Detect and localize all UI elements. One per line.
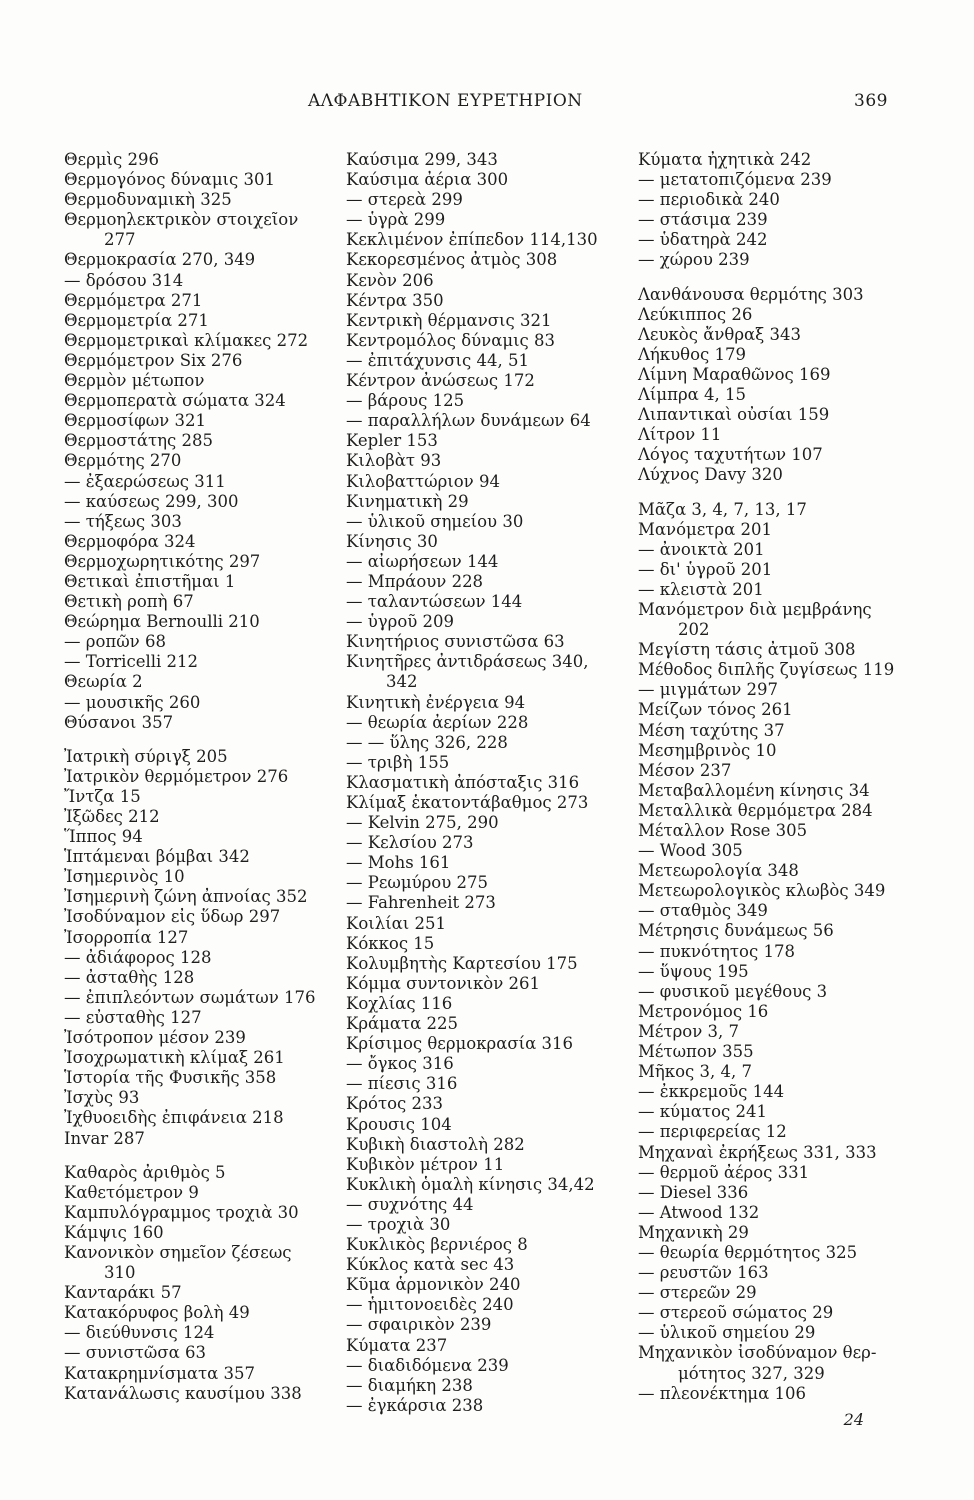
index-entry: — περιφερείας 12 [638,1122,787,1142]
index-entry: — πίεσις 316 [346,1074,458,1094]
index-entry: Λευκὸς ἄνθραξ 343 [638,324,802,344]
index-entry: Κῦμα ἁρμονικὸν 240 [346,1275,521,1295]
index-entry: μότητος 327, 329 [678,1363,825,1383]
index-entry: Κενὸν 206 [346,270,434,290]
index-entry: Λιπαντικαὶ οὐσίαι 159 [638,405,830,425]
index-entry: Κεκλιμένον ἐπίπεδον 114,130 [346,230,598,250]
index-entry: Θερμοσίφων 321 [64,411,206,431]
index-entry: Μετρονόμος 16 [638,1001,769,1021]
index-entry: Ἰσοδύναμον εἰς ὕδωρ 297 [64,907,281,927]
index-entry: Κύκλος κατὰ sec 43 [346,1255,515,1275]
index-entry: Μῆκος 3, 4, 7 [638,1062,752,1082]
index-entry: — μετατοπιζόμενα 239 [638,170,832,190]
index-entry: Λύχνος Davy 320 [638,465,783,485]
index-entry: — Μπράουν 228 [346,571,484,591]
index-entry: Μεταλλικὰ θερμόμετρα 284 [638,800,873,820]
page-number: 369 [854,91,888,111]
index-entry: — τροχιὰ 30 [346,1214,451,1234]
index-entry: — εὐσταθὴς 127 [64,1007,202,1027]
index-entry: 202 [678,620,710,640]
index-entry: Μέσον 237 [638,760,732,780]
index-entry: Λίμπρα 4, 15 [638,385,747,405]
index-entry: Λίτρον 11 [638,425,722,445]
index-entry: — δι' ὑγροῦ 201 [638,559,773,579]
index-entry: — ροπῶν 68 [64,632,166,652]
index-entry: Κανονικὸν σημεῖον ζέσεως [64,1242,292,1262]
index-entry: Καμπυλόγραμμος τροχιὰ 30 [64,1202,299,1222]
index-entry: — ὄγκος 316 [346,1054,454,1074]
index-entry: — μουσικῆς 260 [64,692,201,712]
index-entry: Κόμμα συντονικὸν 261 [346,973,540,993]
index-entry: Θερμοκρασία 270, 349 [64,250,256,270]
index-entry: Μανόμετρα 201 [638,519,772,539]
index-entry: — παραλλήλων δυνάμεων 64 [346,411,591,431]
index-entry: — αἰωρήσεων 144 [346,551,499,571]
index-entry: Μετεωρολογικὸς κλωβὸς 349 [638,881,886,901]
index-entry: — ἀσταθὴς 128 [64,967,195,987]
index-entry: — πυκνότητος 178 [638,941,795,961]
index-column-1 [64,150,326,1404]
signature-mark: 24 [843,1410,864,1429]
index-entry: Μέθοδος διπλῆς ζυγίσεως 119 [638,660,895,680]
index-entry: Κάμψις 160 [64,1222,164,1242]
index-entry: Κέντρον ἀνώσεως 172 [346,371,535,391]
index-entry: — Kelvin 275, 290 [346,813,499,833]
index-entry: Κιλοβὰτ 93 [346,451,442,471]
index-entry: — ὑγροῦ 209 [346,612,455,632]
index-entry: — συνιστῶσα 63 [64,1343,207,1363]
index-entry: Λίμνη Μαραθῶνος 169 [638,364,831,384]
index-entry: Θεωρία 2 [64,672,143,692]
index-entry: Κινητικὴ ἐνέργεια 94 [346,692,526,712]
index-entry: Kepler 153 [346,431,438,451]
index-entry: Ἰσορροπία 127 [64,927,189,947]
index-entry: Κρίσιμος θερμοκρασία 316 [346,1034,573,1054]
index-entry: Ἰξῶδες 212 [64,807,160,826]
index-entry: Κύματα ἠχητικὰ 242 [638,150,812,169]
index-entry: Κατακρημνίσματα 357 [64,1363,255,1383]
index-entry: Κράματα 225 [346,1014,459,1034]
index-entry: Κέντρα 350 [346,290,444,310]
index-entry: Μετεωρολογία 348 [638,861,799,881]
index-entry: Θερμόμετρον Six 276 [64,350,243,370]
index-entry: Μᾶζα 3, 4, 7, 13, 17 [638,499,807,519]
index-entry: Ἵππος 94 [64,827,143,847]
index-entry: — διαδιδόμενα 239 [346,1355,509,1375]
index-entry: — τριβὴ 155 [346,752,450,772]
index-entry: — ἀνοικτὰ 201 [638,539,765,559]
index-entry: Μηχανικὴ 29 [638,1222,749,1242]
index-entry: Κρότος 233 [346,1094,444,1114]
index-entry: — τήξεως 303 [64,511,182,531]
index-entry: Κανταράκι 57 [64,1283,182,1303]
index-entry: Ἰατρικὸν θερμόμετρον 276 [64,766,289,786]
index-entry: — Diesel 336 [638,1182,749,1202]
index-entry: Μέτρησις δυνάμεως 56 [638,921,834,941]
index-entry: — ἐγκάρσια 238 [346,1395,484,1415]
index-entry: — φυσικοῦ μεγέθους 3 [638,981,828,1001]
index-entry: Θετικὴ ροπὴ 67 [64,592,194,612]
index-entry: — ἡμιτονοειδὲς 240 [346,1295,514,1315]
index-entry: — θεωρία θερμότητος 325 [638,1242,858,1262]
index-entry: Κυβικὴ διαστολὴ 282 [346,1134,525,1154]
index-entry: Κίνησις 30 [346,531,438,551]
index-entry: Κύματα 237 [346,1335,448,1355]
index-entry: — ἐκκρεμοῦς 144 [638,1082,785,1102]
index-entry: Κοιλίαι 251 [346,913,447,933]
index-entry: Ἱστορία τῆς Φυσικῆς 358 [64,1068,277,1088]
index-entry: — μιγμάτων 297 [638,680,779,700]
index-entry: Κλίμαξ ἑκατοντάβαθμος 273 [346,793,589,812]
index-entry: — ὑλικοῦ σημείου 30 [346,511,524,531]
index-entry: Λεύκιππος 26 [638,304,753,324]
index-entry: Θύσανοι 357 [64,712,174,732]
index-entry: — κλειστὰ 201 [638,579,764,599]
index-entry: — ἀδιάφορος 128 [64,947,212,967]
index-entry: Κολυμβητὴς Καρτεσίου 175 [346,953,578,973]
index-entry: Ἰχθυοειδὴς ἐπιφάνεια 218 [64,1108,284,1128]
index-entry: Θερμοηλεκτρικὸν στοιχεῖον [64,210,299,230]
index-entry: Κιλοβαττώριον 94 [346,471,500,491]
index-entry: Θερμογόνος δύναμις 301 [64,170,275,190]
index-entry: — θεωρία ἀερίων 228 [346,712,529,732]
index-entry: Μέτωπον 355 [638,1042,754,1062]
index-entry: Θετικαὶ ἐπιστῆμαι 1 [64,571,236,591]
index-entry: — διαμήκη 238 [346,1375,473,1395]
index-entry: Λήκυθος 179 [638,344,746,364]
index-entry: Κινητῆρες ἀντιδράσεως 340, [346,652,589,672]
index-entry: Θερμότης 270 [64,451,182,471]
index-entry: — βάρους 125 [346,391,465,411]
index-entry: Ἰατρικὴ σύριγξ 205 [64,746,228,766]
index-entry: Κυκλικὴ ὁμαλὴ κίνησις 34,42 [346,1174,595,1194]
index-entry: Θερμοπερατὰ σώματα 324 [64,391,286,411]
index-entry: Καθαρὸς ἀριθμὸς 5 [64,1162,226,1182]
index-entry: Κατακόρυφος βολὴ 49 [64,1303,250,1323]
index-entry: Κρουσις 104 [346,1114,452,1134]
index-entry: 277 [104,230,136,250]
page-header [0,91,974,115]
index-entry: — ὑδατηρὰ 242 [638,230,768,250]
index-entry: — ὕψους 195 [638,961,749,981]
index-entry: Ἰσχὺς 93 [64,1088,140,1108]
index-entry: Ἰσοχρωματικὴ κλίμαξ 261 [64,1048,285,1068]
index-entry: Κόκκος 15 [346,933,435,953]
index-entry: — περιοδικὰ 240 [638,190,780,210]
index-entry: — Mohs 161 [346,853,451,873]
running-title: ΑΛΦΑΒΗΤΙΚΟΝ ΕΥΡΕΤΗΡΙΟΝ [308,91,583,111]
index-entry: Καθετόμετρον 9 [64,1182,199,1202]
index-entry: 342 [386,672,418,692]
index-entry: Μεσημβρινὸς 10 [638,740,777,760]
index-entry: Θεώρημα Bernoulli 210 [64,612,260,632]
index-entry: — ἐξαερώσεως 311 [64,471,226,491]
index-entry: — χώρου 239 [638,250,750,270]
index-entry: — στερεοῦ σώματος 29 [638,1303,834,1323]
index-entry: — ρευστῶν 163 [638,1263,769,1283]
index-entry: Ἴντζα 15 [64,786,141,806]
index-entry: — Wood 305 [638,841,743,861]
index-entry: — κύματος 241 [638,1102,767,1122]
index-entry: — διεύθυνσις 124 [64,1323,215,1343]
index-entry: — θερμοῦ ἀέρος 331 [638,1162,810,1182]
index-column-2 [346,150,616,1416]
index-entry: — στερεῶν 29 [638,1283,757,1303]
index-entry: Ἱπτάμεναι βόμβαι 342 [64,847,250,867]
index-entry: Καύσιμα ἀέρια 300 [346,170,509,190]
index-entry: — Atwood 132 [638,1202,760,1222]
index-entry: Ἰσημερινὸς 10 [64,867,185,887]
index-entry: Κεκορεσμένος ἀτμὸς 308 [346,250,558,270]
index-entry: 310 [104,1263,136,1283]
index-entry: Μηχαναὶ ἐκρήξεως 331, 333 [638,1142,877,1162]
index-entry: Μέταλλον Rose 305 [638,821,808,840]
index-entry: — ὑλικοῦ σημείου 29 [638,1323,816,1343]
index-entry: Κυκλικὸς βερνιέρος 8 [346,1235,528,1255]
index-entry: Κατανάλωσις καυσίμου 338 [64,1383,302,1403]
index-entry: Λόγος ταχυτήτων 107 [638,445,823,465]
index-entry: — δρόσου 314 [64,270,184,290]
index-entry: — Fahrenheit 273 [346,893,496,913]
index-entry: Μέση ταχύτης 37 [638,720,785,740]
index-entry: Ἰσημερινὴ ζώνη ἀπνοίας 352 [64,887,308,907]
index-entry: — — ὕλης 326, 228 [346,732,508,752]
index-entry: — ἐπιτάχυνσις 44, 51 [346,350,529,370]
index-entry: — καύσεως 299, 300 [64,491,239,511]
index-entry: — πλεονέκτημα 106 [638,1383,807,1403]
index-entry: Invar 287 [64,1128,145,1148]
index-entry: — σφαιρικὸν 239 [346,1315,492,1335]
index-entry: Θερμοστάτης 285 [64,431,213,451]
index-entry: — ταλαντώσεων 144 [346,592,523,612]
index-entry: Μεγίστη τάσις ἀτμοῦ 308 [638,640,856,660]
index-entry: Μηχανικὸν ἰσοδύναμον θερ- [638,1343,877,1363]
index-entry: Κυβικὸν μέτρον 11 [346,1154,505,1174]
index-entry: — στάσιμα 239 [638,210,768,230]
index-entry: Θερμοδυναμικὴ 325 [64,190,232,210]
index-entry: — Torricelli 212 [64,652,199,672]
index-entry: Θερμὸν μέτωπον [64,371,205,391]
index-entry: Κεντρομόλος δύναμις 83 [346,330,556,350]
index-entry: Μεταβαλλομένη κίνησις 34 [638,780,870,800]
index-entry: Θερμοφόρα 324 [64,531,196,551]
index-entry: Κοχλίας 116 [346,993,453,1013]
index-entry: Μείζων τόνος 261 [638,700,793,720]
index-entry: Κεντρικὴ θέρμανσις 321 [346,310,552,330]
index-entry: — συχνότης 44 [346,1194,474,1214]
index-entry: Θερμομετρία 271 [64,310,209,330]
index-entry: Ἰσότροπον μέσον 239 [64,1028,246,1048]
index-entry: — στερεὰ 299 [346,190,463,210]
index-entry: — Κελσίου 273 [346,833,474,853]
index-entry: — ὑγρὰ 299 [346,210,446,230]
index-entry: Θερμοχωρητικότης 297 [64,551,261,571]
index-entry: — ἐπιπλεόντων σωμάτων 176 [64,987,316,1007]
index-entry: Θερμομετρικαὶ κλίμακες 272 [64,330,309,350]
index-entry: — σταθμὸς 349 [638,901,768,921]
index-entry: Μανόμετρον διὰ μεμβράνης [638,599,872,619]
index-entry: Κλασματικὴ ἀπόσταξις 316 [346,772,580,792]
index-entry: Θερμόμετρα 271 [64,290,203,310]
index-entry: Κινητήριος συνιστῶσα 63 [346,632,565,652]
index-column-3 [638,150,900,1404]
index-entry: Μέτρον 3, 7 [638,1021,739,1041]
index-entry: Λανθάνουσα θερμότης 303 [638,284,864,304]
index-entry: Καύσιμα 299, 343 [346,150,498,169]
index-entry: Κινηματικὴ 29 [346,491,469,511]
index-entry: — Ρεωμύρου 275 [346,873,489,893]
index-entry: Θερμὶς 296 [64,150,159,169]
